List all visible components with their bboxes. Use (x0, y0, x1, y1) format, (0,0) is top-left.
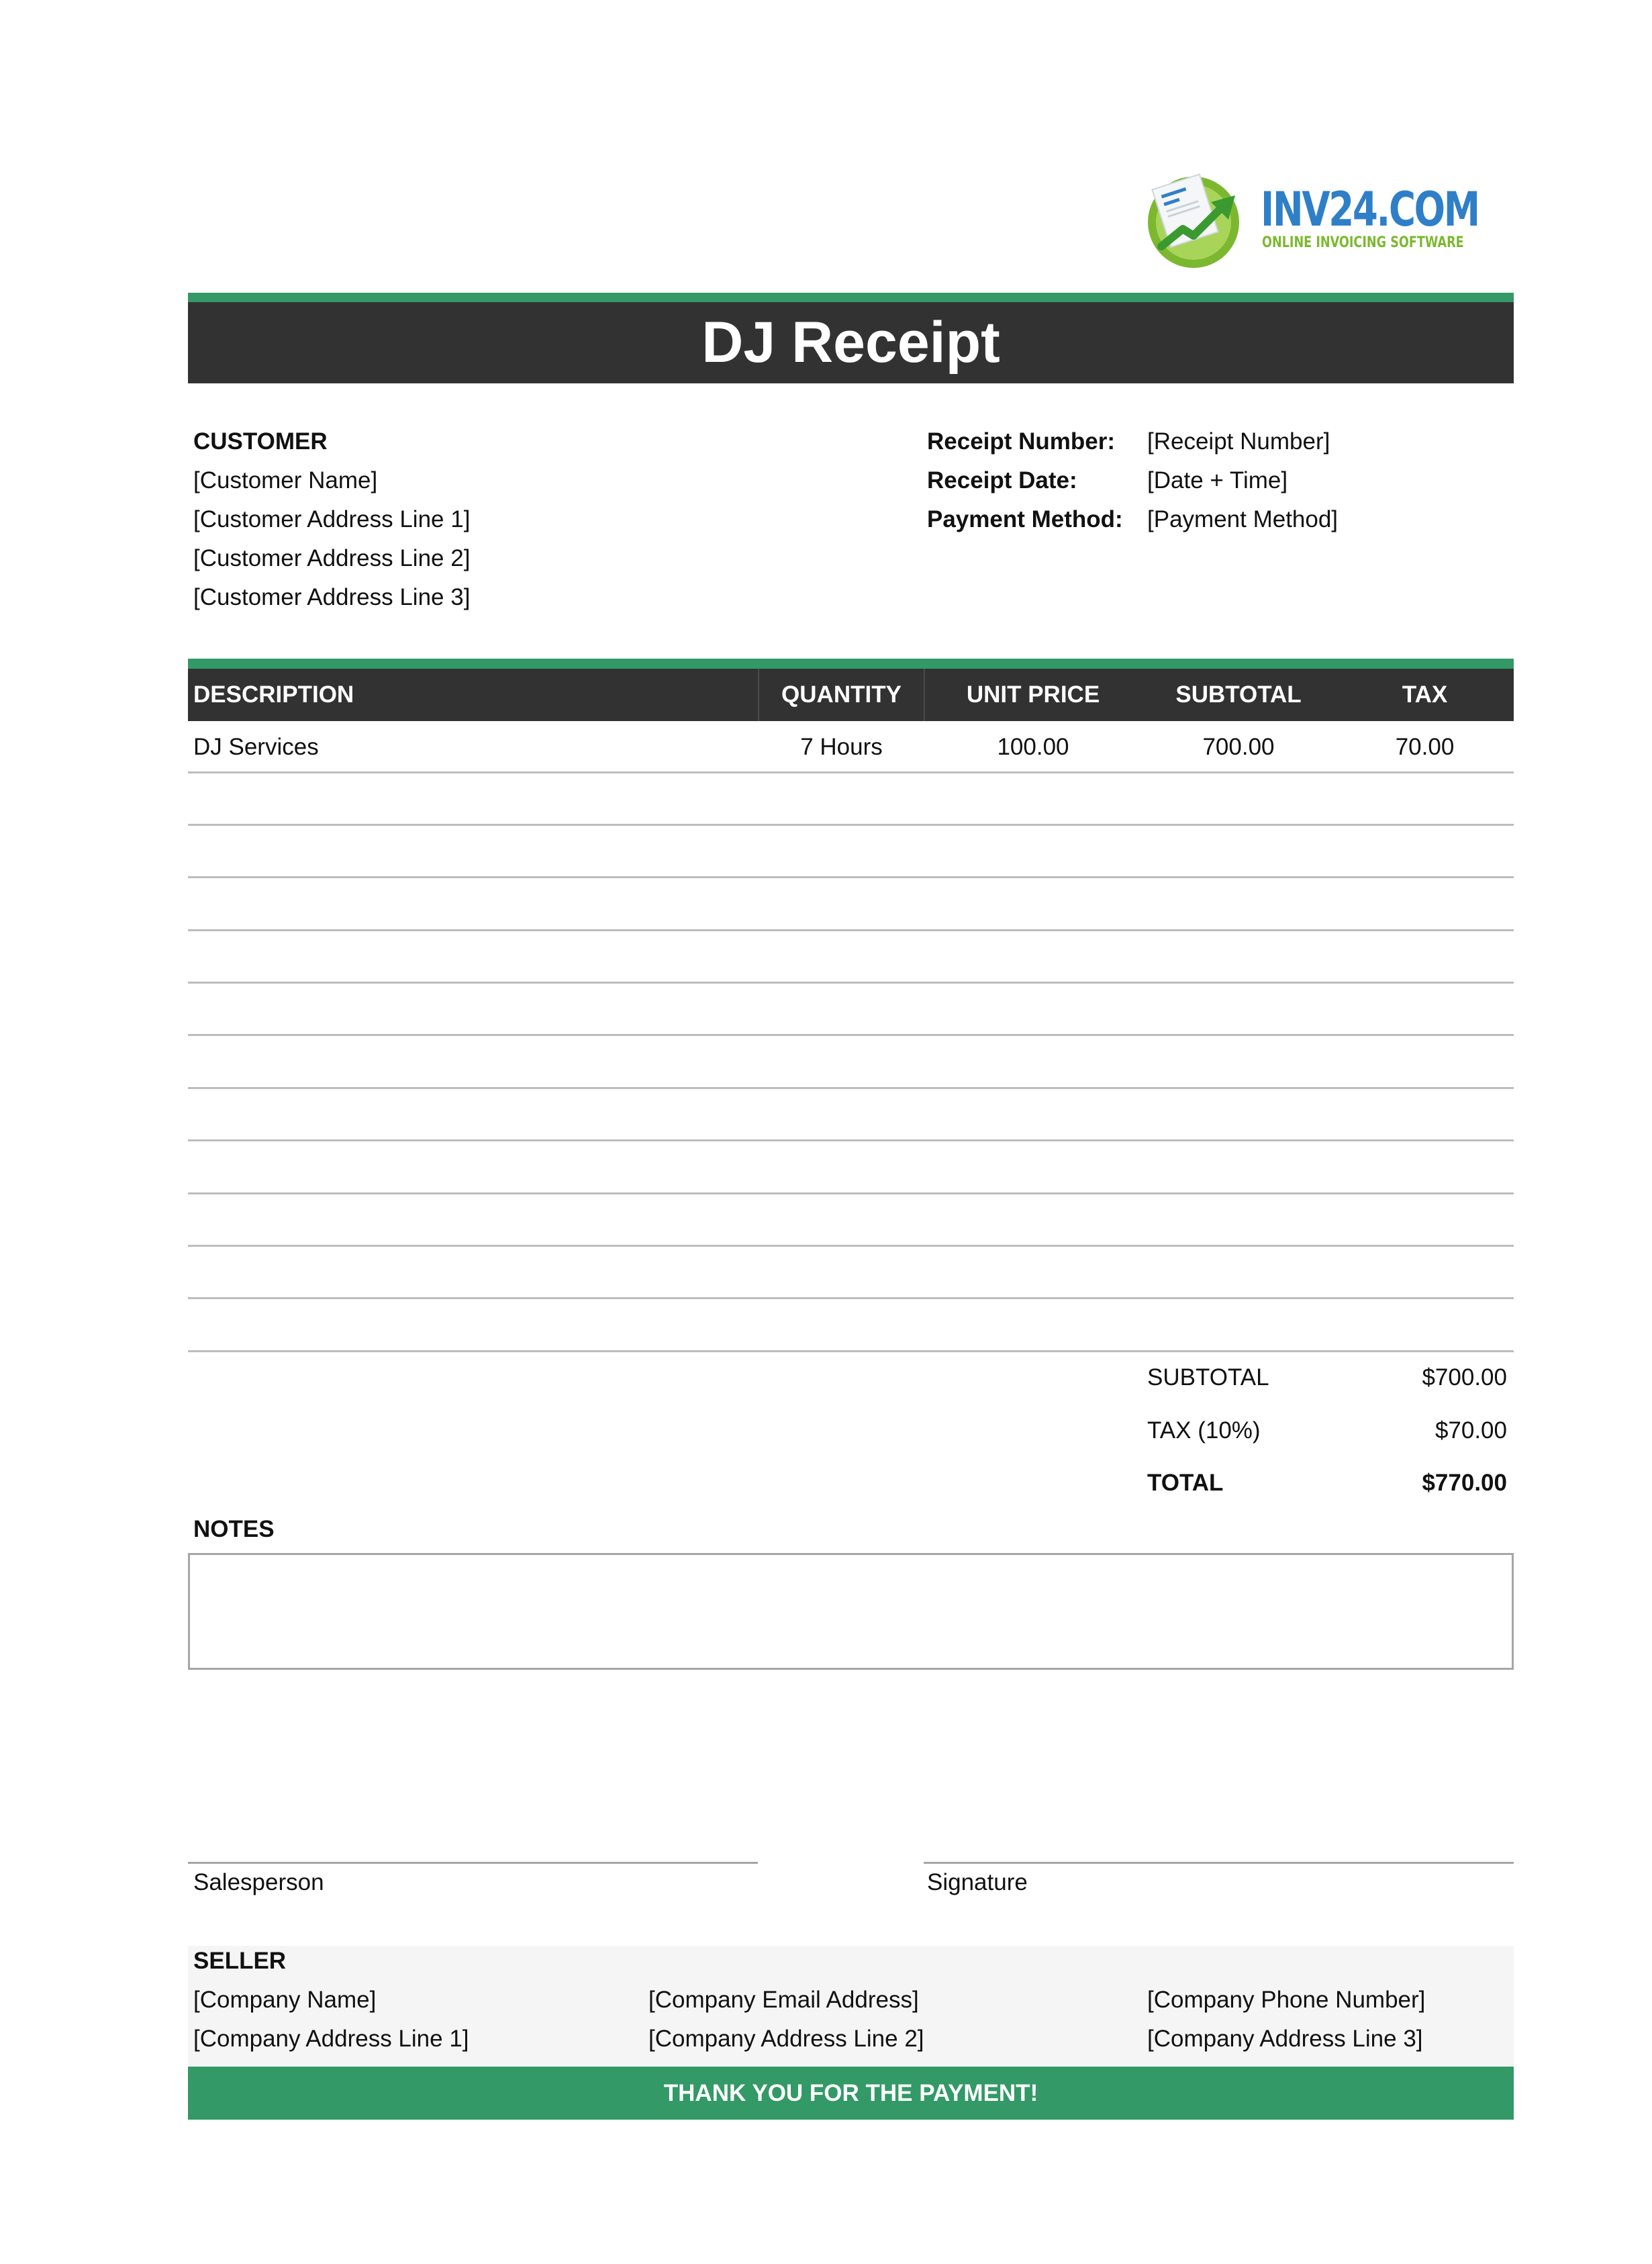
row-1-quantity: 7 Hours (800, 734, 883, 760)
row-1-unit-price: 100.00 (997, 734, 1069, 760)
seller-company-phone: [Company Phone Number] (1147, 1987, 1426, 2013)
seller-company-email: [Company Email Address] (648, 1987, 919, 2013)
row-1-description: DJ Services (193, 734, 319, 760)
signature-label: Signature (927, 1869, 1028, 1895)
receipt-number-value: [Receipt Number] (1147, 428, 1330, 455)
receipt-date-value: [Date + Time] (1147, 467, 1288, 493)
header-tax: TAX (1402, 681, 1448, 708)
thank-you-banner: THANK YOU FOR THE PAYMENT! (188, 2067, 1514, 2120)
table-row-line (188, 1245, 1514, 1247)
row-1-subtotal: 700.00 (1202, 734, 1275, 760)
table-row-line (188, 876, 1514, 878)
totals-total-value: $770.00 (1422, 1470, 1507, 1496)
seller-address-line-1: [Company Address Line 1] (193, 2026, 469, 2052)
salesperson-label: Salesperson (193, 1869, 324, 1895)
receipt-date-label: Receipt Date: (927, 467, 1077, 493)
table-accent-line (188, 659, 1514, 669)
header-unit-price: UNIT PRICE (966, 681, 1100, 708)
customer-address-line-3: [Customer Address Line 3] (193, 584, 471, 610)
totals-total-label: TOTAL (1147, 1470, 1224, 1496)
customer-name: [Customer Name] (193, 467, 378, 493)
title-accent-line (188, 293, 1514, 302)
notes-heading: NOTES (193, 1516, 275, 1542)
table-row-line (188, 1350, 1514, 1352)
header-description: DESCRIPTION (193, 681, 354, 708)
table-row-line (188, 1192, 1514, 1194)
table-row-line (188, 929, 1514, 931)
receipt-number-label: Receipt Number: (927, 428, 1116, 455)
table-row-line (188, 1139, 1514, 1141)
totals-tax-label: TAX (10%) (1147, 1417, 1261, 1444)
header-subtotal: SUBTOTAL (1175, 681, 1302, 708)
customer-address-line-2: [Customer Address Line 2] (193, 545, 471, 571)
totals-tax-value: $70.00 (1435, 1417, 1507, 1444)
seller-heading: SELLER (193, 1948, 287, 1974)
table-row-line (188, 771, 1514, 773)
seller-address-line-3: [Company Address Line 3] (1147, 2026, 1423, 2052)
table-row-line (188, 824, 1514, 826)
table-row-line (188, 982, 1514, 984)
totals-subtotal-value: $700.00 (1422, 1364, 1507, 1390)
logo-tagline: ONLINE INVOICING SOFTWARE (1262, 234, 1464, 251)
customer-address-line-1: [Customer Address Line 1] (193, 506, 471, 532)
seller-address-line-2: [Company Address Line 2] (648, 2026, 924, 2052)
logo-brand-text: INV24.COM (1261, 182, 1479, 237)
payment-method-value: [Payment Method] (1147, 506, 1339, 532)
table-row-line (188, 1297, 1514, 1299)
notes-box[interactable] (188, 1553, 1514, 1670)
rising-arrow-document-icon (1141, 164, 1249, 272)
seller-company-name: [Company Name] (193, 1987, 377, 2013)
company-logo (1141, 164, 1479, 272)
customer-heading: CUSTOMER (193, 428, 328, 455)
payment-method-label: Payment Method: (927, 506, 1123, 532)
table-row-line (188, 1087, 1514, 1089)
row-1-tax: 70.00 (1395, 734, 1455, 760)
document-title: DJ Receipt (188, 302, 1514, 383)
totals-subtotal-label: SUBTOTAL (1147, 1364, 1269, 1390)
table-header (188, 669, 1514, 721)
header-quantity: QUANTITY (781, 681, 902, 708)
table-row-line (188, 1034, 1514, 1036)
